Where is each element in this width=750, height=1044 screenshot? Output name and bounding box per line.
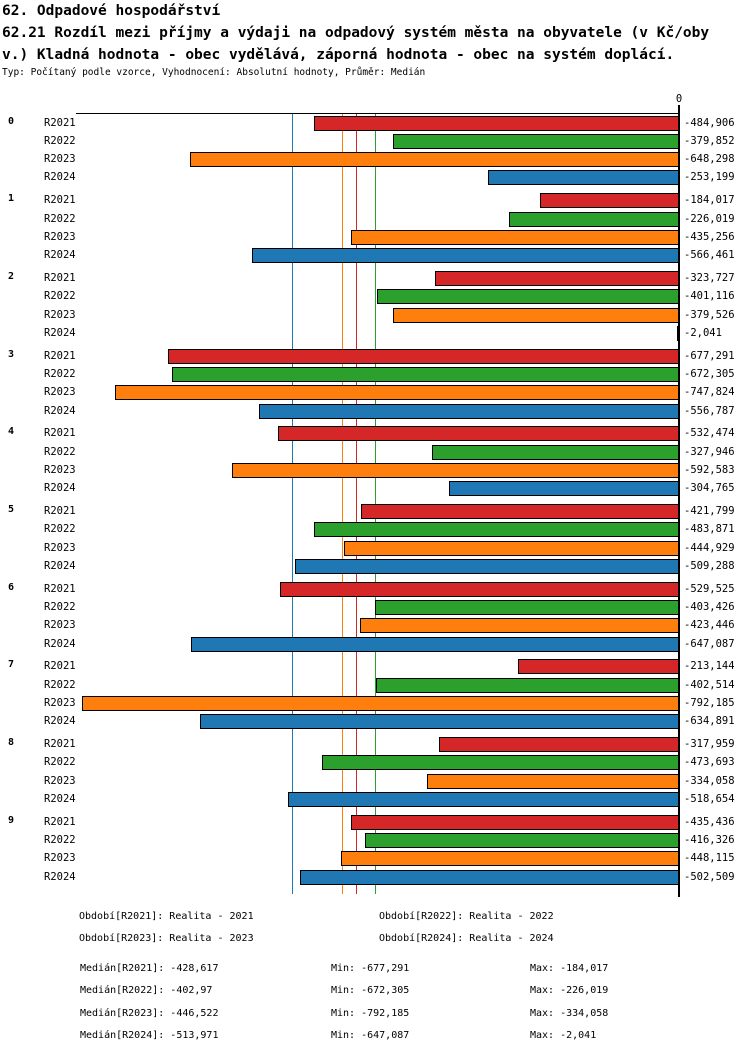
bar-value-label: -677,291 <box>684 349 735 362</box>
min-r2022: Min: -672,305 <box>331 985 410 996</box>
bar-value-label: -435,436 <box>684 815 735 828</box>
bar <box>341 851 679 866</box>
bar-value-label: -421,799 <box>684 505 735 517</box>
bar-value-label: -502,509 <box>684 870 735 883</box>
bar-value-label: -444,929 <box>684 541 735 554</box>
bar-value-label: -556,787 <box>684 404 735 417</box>
bar <box>278 426 679 441</box>
bar-value-label: -484,906 <box>684 116 735 129</box>
bar-row-label: R2024 <box>44 559 76 572</box>
bar-value-label: -401,116 <box>684 290 735 303</box>
bar <box>295 559 679 574</box>
bar <box>190 152 679 167</box>
bar-value-label: -592,583 <box>684 463 735 476</box>
bar <box>191 637 679 652</box>
group-label: 3 <box>8 348 15 360</box>
bar <box>427 774 679 789</box>
bar-value-label: -423,446 <box>684 619 735 632</box>
bar-row-label: R2024 <box>44 171 76 184</box>
bar-value-label: -213,144 <box>684 660 735 673</box>
bar <box>232 463 679 478</box>
bar-row-label: R2021 <box>44 194 76 207</box>
bar-value-label: -416,326 <box>684 834 735 847</box>
bar-row-label: R2021 <box>44 349 76 362</box>
bar-row-label: R2023 <box>44 386 76 399</box>
bar-value-label: -379,526 <box>684 308 735 321</box>
median-r2021: Medián[R2021]: -428,617 <box>80 963 219 974</box>
bar-row-label: R2021 <box>44 427 76 440</box>
bar-value-label: -529,525 <box>684 582 735 595</box>
bar <box>360 618 679 633</box>
max-r2021: Max: -184,017 <box>530 963 609 974</box>
bar <box>115 385 679 400</box>
bar-row-label: R2022 <box>44 523 76 536</box>
bar-row-label: R2021 <box>44 271 76 284</box>
bar-row-label: R2022 <box>44 678 76 691</box>
bar <box>509 212 679 227</box>
bar-row-label: R2021 <box>44 582 76 595</box>
bar-row-label: R2024 <box>44 482 76 495</box>
bar-row-label: R2023 <box>44 852 76 865</box>
min-r2021: Min: -677,291 <box>331 963 410 974</box>
bar-row-label: R2021 <box>44 116 76 129</box>
max-r2023: Max: -334,058 <box>530 1008 609 1019</box>
bar-value-label: -672,305 <box>684 367 735 380</box>
bar <box>314 116 679 131</box>
group-label: 6 <box>8 581 15 593</box>
group-label: 4 <box>8 426 15 438</box>
bar <box>432 445 679 460</box>
bar-row-label: R2024 <box>44 404 76 417</box>
legend-item-r2021: Období[R2021]: Realita - 2021 <box>79 911 254 922</box>
bar-row-label: R2022 <box>44 134 76 147</box>
median-r2023: Medián[R2023]: -446,522 <box>80 1008 219 1019</box>
bar <box>375 600 679 615</box>
bar-row-label: R2024 <box>44 870 76 883</box>
bar-row-label: R2021 <box>44 505 76 517</box>
bar-row-label: R2022 <box>44 445 76 458</box>
bar-row-label: R2023 <box>44 308 76 321</box>
group-label: 5 <box>8 504 15 515</box>
bar-row-label: R2024 <box>44 715 76 728</box>
bar-row-label: R2024 <box>44 249 76 262</box>
bar <box>200 714 679 729</box>
bar <box>252 248 679 263</box>
bar-value-label: -379,852 <box>684 134 735 147</box>
bar-row-label: R2022 <box>44 756 76 769</box>
bar-row-label: R2024 <box>44 326 76 339</box>
bar-value-label: -483,871 <box>684 523 735 536</box>
max-r2024: Max: -2,041 <box>530 1030 597 1041</box>
indicator-meta: Typ: Počítaný podle vzorce, Vyhodnocení: Absolutní hodnoty, Průměr: Medián <box>2 67 426 78</box>
group-label: 9 <box>8 814 15 826</box>
bar <box>377 289 679 304</box>
bar-value-label: -435,256 <box>684 230 735 243</box>
group-label: 7 <box>8 659 15 671</box>
bar-row-label: R2024 <box>44 793 76 805</box>
bar-value-label: -317,959 <box>684 738 735 751</box>
min-r2023: Min: -792,185 <box>331 1008 410 1019</box>
bar-row-label: R2023 <box>44 697 76 709</box>
bar-row-label: R2022 <box>44 367 76 380</box>
min-r2024: Min: -647,087 <box>331 1030 410 1041</box>
median-line-r2023 <box>342 113 343 894</box>
bar-row-label: R2022 <box>44 212 76 225</box>
group-label: 0 <box>8 115 15 127</box>
bar-value-label: -323,727 <box>684 271 735 284</box>
report-section-title: 62. Odpadové hospodářství <box>2 3 221 19</box>
bar-value-label: -448,115 <box>684 852 735 865</box>
bar <box>376 678 679 693</box>
indicator-title-line-1: 62.21 Rozdíl mezi příjmy a výdaji na odpadový systém města na obyvatele (v Kč/oby <box>2 25 710 41</box>
legend-item-r2024: Období[R2024]: Realita - 2024 <box>379 933 554 944</box>
bar-row-label: R2022 <box>44 290 76 303</box>
group-label: 8 <box>8 737 15 749</box>
bar-row-label: R2022 <box>44 834 76 847</box>
median-line-r2024 <box>292 113 293 894</box>
bar-row-label: R2023 <box>44 541 76 554</box>
bar <box>259 404 679 419</box>
group-label: 2 <box>8 270 15 282</box>
group-label: 1 <box>8 193 15 205</box>
bar-value-label: -518,654 <box>684 793 735 805</box>
bar-row-label: R2023 <box>44 153 76 166</box>
bar-value-label: -334,058 <box>684 774 735 787</box>
bar <box>488 170 679 185</box>
x-axis-zero-label: 0 <box>675 93 683 105</box>
zero-axis-line <box>678 105 680 897</box>
bar <box>435 271 679 286</box>
bar <box>540 193 679 208</box>
max-r2022: Max: -226,019 <box>530 985 609 996</box>
bar-row-label: R2021 <box>44 660 76 673</box>
bar-value-label: -532,474 <box>684 427 735 440</box>
bar-value-label: -634,891 <box>684 715 735 728</box>
bar-value-label: -566,461 <box>684 249 735 262</box>
bar-value-label: -226,019 <box>684 212 735 225</box>
bar <box>314 522 679 537</box>
bar-value-label: -253,199 <box>684 171 735 184</box>
bar <box>322 755 679 770</box>
bar-value-label: -792,185 <box>684 697 735 709</box>
bar <box>351 230 679 245</box>
bar-value-label: -509,288 <box>684 559 735 572</box>
bar <box>82 696 679 711</box>
legend-item-r2023: Období[R2023]: Realita - 2023 <box>79 933 254 944</box>
bar-value-label: -327,946 <box>684 445 735 458</box>
bar-value-label: -747,824 <box>684 386 735 399</box>
bar <box>344 541 679 556</box>
bar-value-label: -647,087 <box>684 637 735 650</box>
bar-row-label: R2024 <box>44 637 76 650</box>
bar-value-label: -402,514 <box>684 678 735 691</box>
bar <box>351 815 679 830</box>
bar-value-label: -2,041 <box>684 326 722 339</box>
bar-row-label: R2023 <box>44 463 76 476</box>
bar <box>393 308 679 323</box>
bar-row-label: R2023 <box>44 774 76 787</box>
bar-value-label: -304,765 <box>684 482 735 495</box>
bar <box>280 582 679 597</box>
bar-row-label: R2023 <box>44 619 76 632</box>
bar <box>300 870 679 885</box>
bar <box>393 134 679 149</box>
bar <box>449 481 679 496</box>
bar <box>172 367 679 382</box>
bar-value-label: -184,017 <box>684 194 735 207</box>
bar <box>288 792 679 807</box>
bar <box>168 349 679 364</box>
top-axis-line <box>76 113 679 114</box>
bar-value-label: -648,298 <box>684 153 735 166</box>
bar-row-label: R2023 <box>44 230 76 243</box>
bar-row-label: R2022 <box>44 601 76 613</box>
bar <box>365 833 679 848</box>
median-r2024: Medián[R2024]: -513,971 <box>80 1030 219 1041</box>
bar <box>439 737 679 752</box>
bar-value-label: -473,693 <box>684 756 735 769</box>
median-r2022: Medián[R2022]: -402,97 <box>80 985 213 996</box>
bar-row-label: R2021 <box>44 815 76 828</box>
bar-value-label: -403,426 <box>684 601 735 613</box>
legend-item-r2022: Období[R2022]: Realita - 2022 <box>379 911 554 922</box>
bar <box>518 659 679 674</box>
bar <box>361 504 679 519</box>
indicator-title-line-2: v.) Kladná hodnota - obec vydělává, záporná hodnota - obec na systém doplácí. <box>2 47 675 63</box>
bar-row-label: R2021 <box>44 738 76 751</box>
